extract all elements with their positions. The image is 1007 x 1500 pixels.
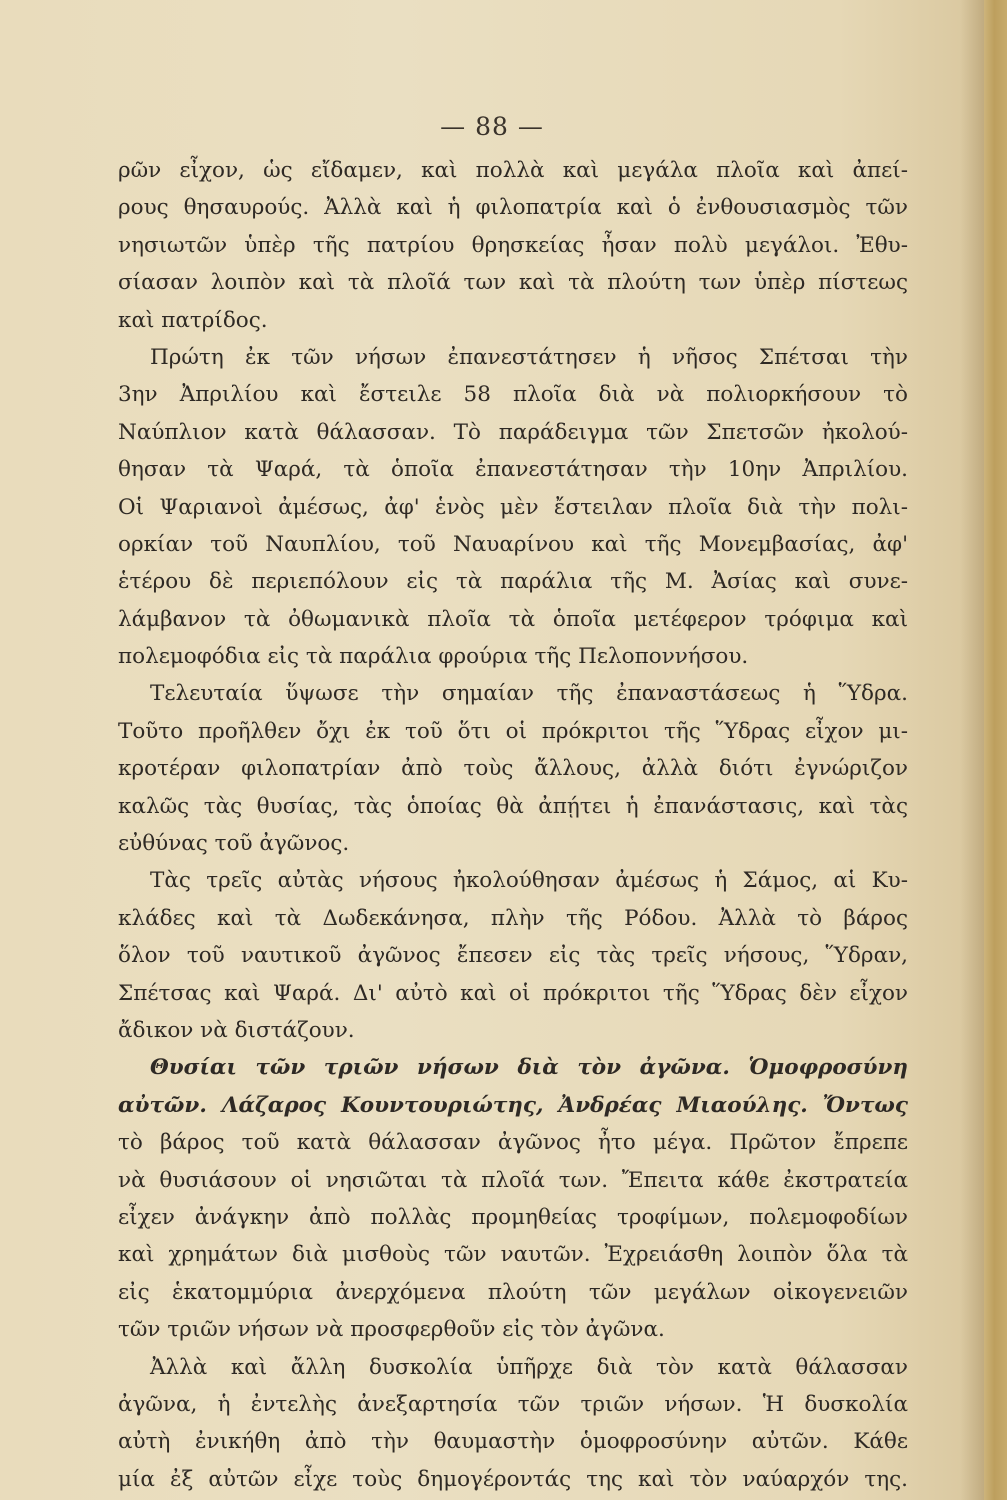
text-line: θησαν τὰ Ψαρά, τὰ ὁποῖα ἐπανεστάτησαν τὴν 10ην Ἀπριλίου.: [118, 457, 908, 483]
text-line: κροτέραν φιλοπατρίαν ἀπὸ τοὺς ἄλλους, ἀλλὰ διότι ἐγνώριζον: [118, 756, 908, 782]
text-line: λάμβανον τὰ ὀθωμανικὰ πλοῖα τὰ ὁποῖα μετέφερον τρόφιμα καὶ: [118, 606, 908, 632]
text-line: σίασαν λοιπὸν καὶ τὰ πλοῖά των καὶ τὰ πλούτη των ὑπὲρ πίστεως: [118, 270, 908, 296]
section-heading-line: αὐτῶν. Λάζαρος Κουντουριώτης, Ἀνδρέας Μιαούλης. Ὄντως: [118, 1092, 908, 1118]
text-line: ορκίαν τοῦ Ναυπλίου, τοῦ Ναυαρίνου καὶ τῆς Μονεμβασίας, ἀφ': [118, 531, 908, 557]
text-line: ἄδικον νὰ διστάζουν.: [118, 1017, 355, 1043]
text-line: ρῶν εἶχον, ὡς εἴδαμεν, καὶ πολλὰ καὶ μεγάλα πλοῖα καὶ ἀπεί-: [118, 158, 908, 183]
text-line: Τὰς τρεῖς αὐτὰς νήσους ἠκολούθησαν ἀμέσως ἡ Σάμος, αἱ Κυ-: [150, 868, 908, 894]
page-gutter-shadow: [960, 0, 984, 1500]
text-line: αὐτὴ ἐνικήθη ἀπὸ τὴν θαυμαστὴν ὁμοφροσύνην αὐτῶν. Κάθε: [118, 1429, 908, 1455]
text-line: νησιωτῶν ὑπὲρ τῆς πατρίου θρησκείας ἦσαν πολὺ μεγάλοι. Ἐθυ-: [118, 232, 908, 258]
text-line: ἀγῶνα, ἡ ἐντελὴς ἀνεξαρτησία τῶν τριῶν νήσων. Ἡ δυσκολία: [118, 1391, 908, 1417]
text-line: τὸ βάρος τοῦ κατὰ θάλασσαν ἀγῶνος ἦτο μέγα. Πρῶτον ἔπρεπε: [118, 1130, 908, 1156]
section-heading-line: Θυσίαι τῶν τριῶν νήσων διὰ τὸν ἀγῶνα. Ὁμοφροσύνη: [150, 1055, 908, 1081]
text-line: κλάδες καὶ τὰ Δωδεκάνησα, πλὴν τῆς Ρόδου. Ἀλλὰ τὸ βάρος: [118, 905, 908, 931]
text-line: καλῶς τὰς θυσίας, τὰς ὁποίας θὰ ἀπῄτει ἡ ἐπανάστασις, καὶ τὰς: [118, 793, 908, 819]
text-line: ρους θησαυρούς. Ἀλλὰ καὶ ἡ φιλοπατρία καὶ ὁ ἐνθουσιασμὸς τῶν: [118, 195, 908, 221]
text-line: εἶχεν ἀνάγκην ἀπὸ πολλὰς προμηθείας τροφίμων, πολεμοφοδίων: [118, 1204, 908, 1230]
text-line: Τελευταία ὕψωσε τὴν σημαίαν τῆς ἐπαναστάσεως ἡ Ὕδρα.: [150, 681, 908, 707]
text-line: Τοῦτο προῆλθεν ὄχι ἐκ τοῦ ὅτι οἱ πρόκριτοι τῆς Ὕδρας εἶχον μι-: [118, 718, 908, 744]
page-edge: [984, 0, 1007, 1500]
text-line: Οἱ Ψαριανοὶ ἀμέσως, ἀφ' ἑνὸς μὲν ἔστειλαν πλοῖα διὰ τὴν πολι-: [118, 494, 908, 520]
text-line: Σπέτσας καὶ Ψαρά. Δι' αὐτὸ καὶ οἱ πρόκριτοι τῆς Ὕδρας δὲν εἶχον: [118, 980, 908, 1006]
text-line: νὰ θυσιάσουν οἱ νησιῶται τὰ πλοῖά των. Ἔπειτα κάθε ἐκστρατεία: [118, 1167, 908, 1193]
text-line: Ἀλλὰ καὶ ἄλλη δυσκολία ὑπῆρχε διὰ τὸν κατὰ θάλασσαν: [150, 1354, 908, 1380]
page-number: — 88 —: [440, 112, 544, 141]
text-line: Ναύπλιον κατὰ θάλασσαν. Τὸ παράδειγμα τῶν Σπετσῶν ἠκολού-: [118, 419, 908, 445]
text-line: Πρώτη ἐκ τῶν νήσων ἐπανεστάτησεν ἡ νῆσος Σπέτσαι τὴν: [150, 344, 908, 370]
text-line: εἰς ἑκατομμύρια ἀνερχόμενα πλούτη τῶν μεγάλων οἰκογενειῶν: [118, 1279, 908, 1305]
text-line: τῶν τριῶν νήσων νὰ προσφερθοῦν εἰς τὸν ἀγῶνα.: [118, 1317, 665, 1343]
text-line: εὐθύνας τοῦ ἀγῶνος.: [118, 831, 350, 857]
body-text: [118, 152, 908, 1498]
text-line: ὅλον τοῦ ναυτικοῦ ἀγῶνος ἔπεσεν εἰς τὰς τρεῖς νήσους, Ὕδραν,: [118, 943, 908, 969]
text-line: πολεμοφόδια εἰς τὰ παράλια φρούρια τῆς Πελοποννήσου.: [118, 644, 749, 670]
text-line: καὶ πατρίδος.: [118, 307, 268, 333]
text-line: μία ἐξ αὐτῶν εἶχε τοὺς δημογέροντάς της καὶ τὸν ναύαρχόν της.: [118, 1466, 908, 1492]
text-line: ἑτέρου δὲ περιεπόλουν εἰς τὰ παράλια τῆς Μ. Ἀσίας καὶ συνε-: [118, 569, 908, 595]
text-line: καὶ χρημάτων διὰ μισθοὺς τῶν ναυτῶν. Ἐχρειάσθη λοιπὸν ὅλα τὰ: [118, 1242, 908, 1268]
text-line: 3ην Ἀπριλίου καὶ ἔστειλε 58 πλοῖα διὰ νὰ πολιορκήσουν τὸ: [118, 382, 908, 408]
